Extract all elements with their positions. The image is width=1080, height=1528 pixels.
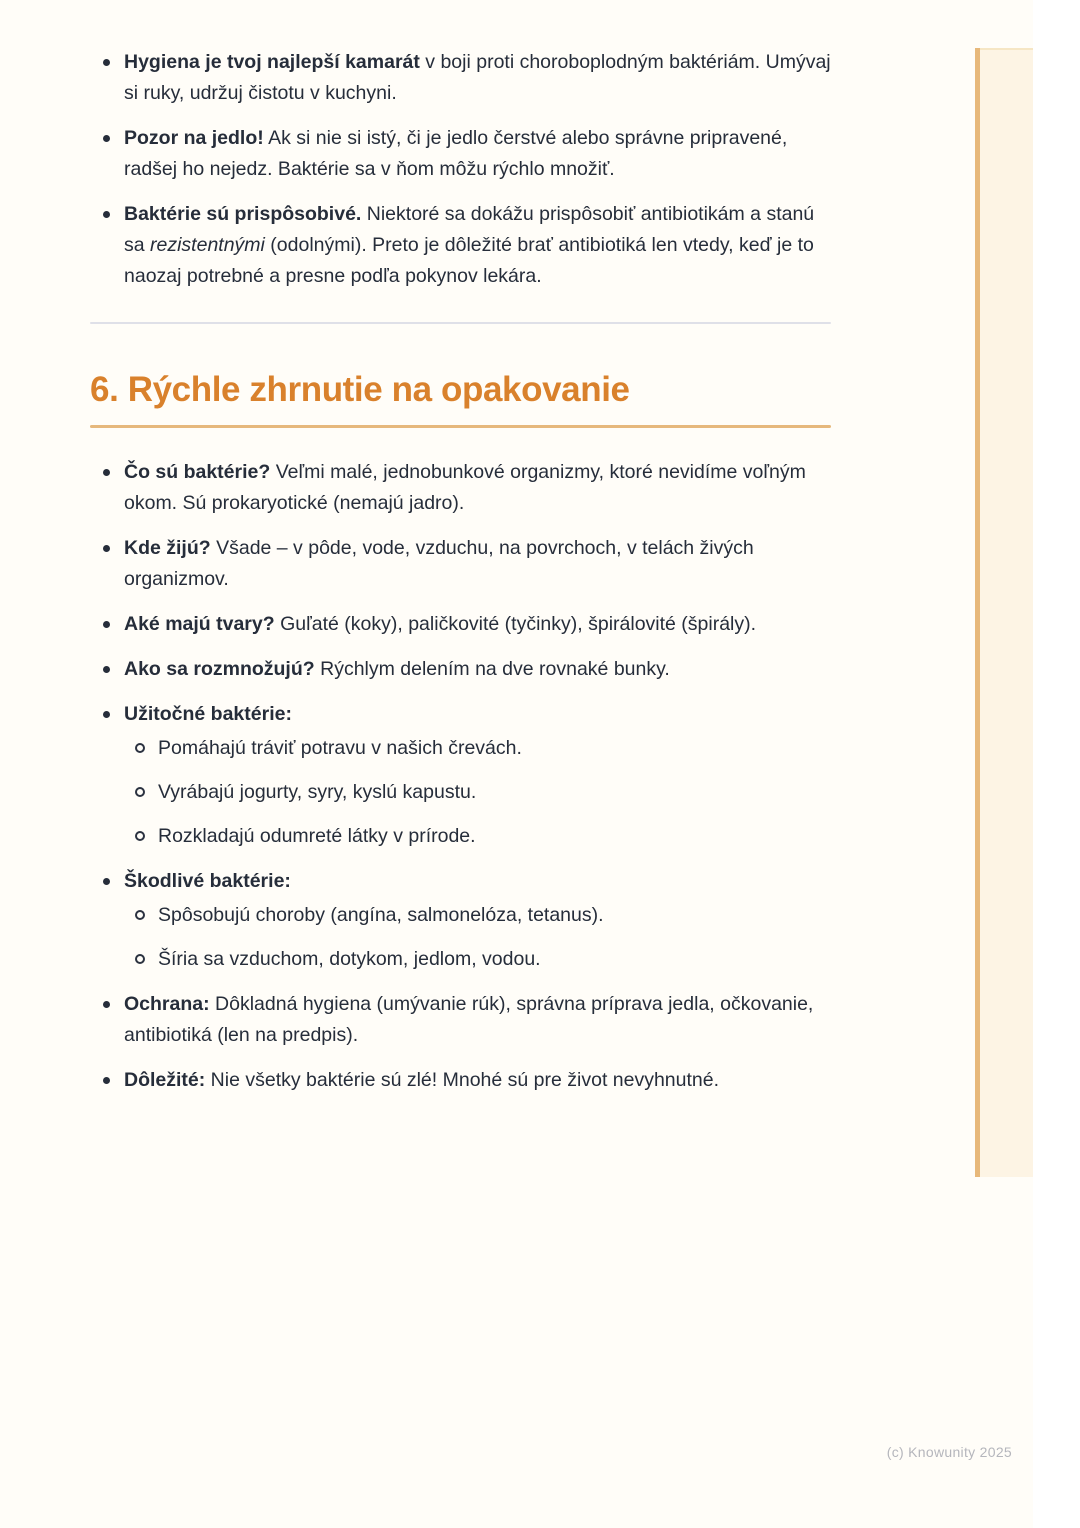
bullet-bold-text: Pozor na jedlo! [124, 127, 264, 149]
section-divider [90, 322, 831, 324]
bullet-text: Všade – v pôde, vode, vzduchu, na povrchoch, v telách živých organizmov. [124, 537, 754, 590]
document-content [90, 47, 831, 1096]
bullet-item [124, 1065, 831, 1096]
bullet-text: Ak si nie si istý, či je jedlo čerstvé alebo správne pripravené, radšej ho nejedz. Baktérie sa v ňom môžu rýchlo množiť. [124, 127, 788, 180]
bullet-text: Dôkladná hygiena (umývanie rúk), správna príprava jedla, očkovanie, antibiotiká (len na predpis). [124, 993, 814, 1046]
sub-bullet-item [158, 821, 831, 852]
bullet-italic-text: rezistentnými [150, 234, 265, 256]
bullet-item [124, 199, 831, 292]
bullet-text: v boji proti choroboplodným baktériám. Umývaj si ruky, udržuj čistotu v kuchyni. [124, 51, 831, 104]
bullet-bold-text: Kde žijú? [124, 537, 211, 559]
bullet-bold-text: Škodlivé baktérie: [124, 870, 291, 892]
intro-bullet-list [90, 47, 831, 292]
bullet-item [124, 47, 831, 109]
bullet-item [124, 123, 831, 185]
bullet-bold-text: Baktérie sú prispôsobivé. [124, 203, 362, 225]
bullet-text: Spôsobujú choroby (angína, salmonelóza, tetanus). [158, 904, 604, 926]
bullet-text: Šíria sa vzduchom, dotykom, jedlom, vodou. [158, 948, 541, 970]
sub-bullet-item [158, 733, 831, 764]
bullet-bold-text: Hygiena je tvoj najlepší kamarát [124, 51, 420, 73]
bullet-bold-text: Užitočné baktérie: [124, 703, 292, 725]
bullet-text: Pomáhajú tráviť potravu v našich črevách. [158, 737, 522, 759]
bullet-text: Veľmi malé, jednobunkové organizmy, ktoré nevidíme voľným okom. Sú prokaryotické (nemajú jadro). [124, 461, 806, 514]
bullet-text: Vyrábajú jogurty, syry, kyslú kapustu. [158, 781, 477, 803]
right-stripe-panel [980, 48, 1033, 1177]
bullet-text: Nie všetky baktérie sú zlé! Mnohé sú pre život nevyhnutné. [205, 1069, 720, 1091]
bullet-text: Rýchlym delením na dve rovnaké bunky. [314, 658, 670, 680]
sub-bullet-list [124, 900, 831, 975]
bullet-text: Niektoré sa dokážu prispôsobiť antibiotikám a stanú sa [124, 203, 815, 256]
sub-bullet-list [124, 733, 831, 852]
bullet-item [124, 609, 831, 640]
section-heading: 6. Rýchle zhrnutie na opakovanie [90, 370, 630, 409]
bullet-bold-text: Ochrana: [124, 993, 210, 1015]
summary-bullet-list [90, 457, 831, 1096]
bullet-text: (odolnými). Preto je dôležité brať antibiotiká len vtedy, keď je to naozaj potrebné a presne podľa pokynov lekára. [124, 234, 814, 287]
right-margin-strip [1033, 0, 1080, 1528]
bullet-item [124, 457, 831, 519]
bullet-bold-text: Čo sú baktérie? [124, 461, 271, 483]
bullet-item [124, 533, 831, 595]
sub-bullet-item [158, 944, 831, 975]
bullet-bold-text: Aké majú tvary? [124, 613, 275, 635]
bullet-text: Rozkladajú odumreté látky v prírode. [158, 825, 476, 847]
bullet-item [124, 866, 831, 975]
sub-bullet-item [158, 777, 831, 808]
bullet-item [124, 989, 831, 1051]
sub-bullet-item [158, 900, 831, 931]
bullet-text: Guľaté (koky), paličkovité (tyčinky), špirálovité (špirály). [274, 613, 757, 635]
bullet-item [124, 654, 831, 685]
heading-underline-rule [90, 425, 831, 428]
bullet-item [124, 699, 831, 852]
right-stripe-border [975, 48, 980, 1177]
bullet-bold-text: Ako sa rozmnožujú? [124, 658, 315, 680]
bullet-bold-text: Dôležité: [124, 1069, 206, 1091]
footer-copyright: (c) Knowunity 2025 [886, 1444, 1012, 1460]
